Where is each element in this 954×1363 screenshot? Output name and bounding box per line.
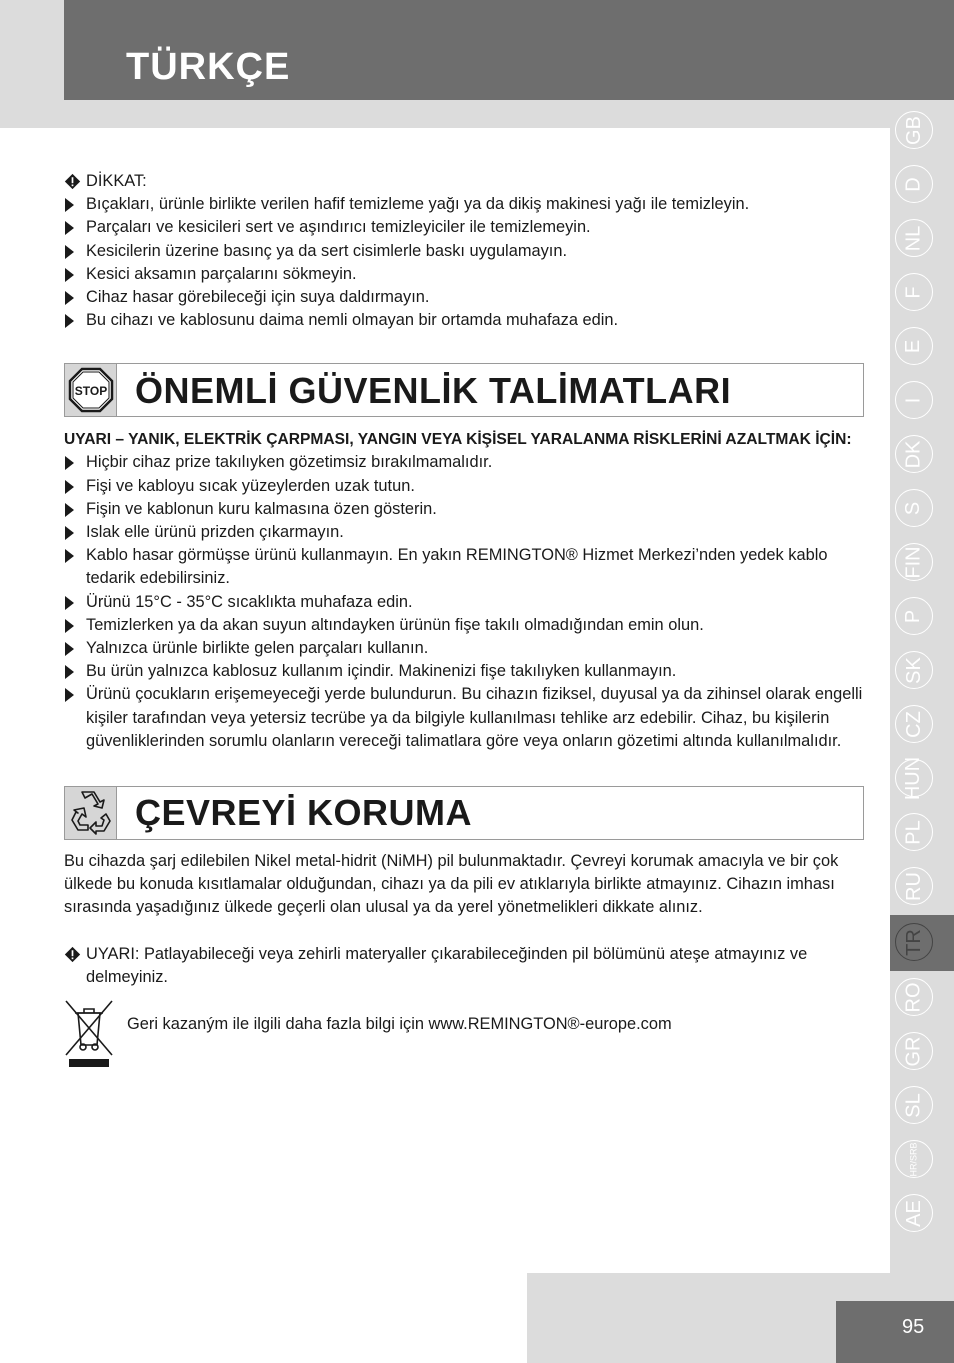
stop-icon-box bbox=[65, 364, 117, 416]
language-tab-label: I bbox=[902, 397, 925, 403]
language-tab-d[interactable] bbox=[895, 165, 933, 203]
battery-warning-text: UYARI: Patlayabileceği veya zehirli materyaller çıkarabileceğinden pil bölümünü ateşe atmayınız ve delmeyiniz. bbox=[86, 944, 808, 986]
language-tab-label: GB bbox=[902, 115, 925, 145]
environment-title: ÇEVREYİ KORUMA bbox=[135, 792, 473, 834]
caution-block bbox=[64, 170, 864, 332]
language-tab-sk[interactable] bbox=[895, 651, 933, 689]
safety-title: ÖNEMLİ GÜVENLİK TALİMATLARI bbox=[135, 369, 732, 411]
language-tab-label: F bbox=[902, 285, 925, 299]
caution-list bbox=[64, 193, 864, 332]
safety-list bbox=[64, 451, 864, 753]
list-item: Islak elle ürünü prizden çıkarmayın. bbox=[64, 521, 864, 544]
language-tab-ru[interactable] bbox=[895, 867, 933, 905]
list-item: Fişin ve kablonun kuru kalmasına özen gösterin. bbox=[64, 498, 864, 521]
bullet-arrow-icon bbox=[65, 526, 74, 540]
bullet-arrow-icon bbox=[65, 503, 74, 517]
language-tab-ro[interactable] bbox=[895, 978, 933, 1016]
bullet-arrow-icon bbox=[65, 665, 74, 679]
language-tab-pl[interactable] bbox=[895, 813, 933, 851]
svg-text:STOP: STOP bbox=[74, 384, 107, 399]
language-tab-s[interactable] bbox=[895, 489, 933, 527]
language-tab-fin[interactable] bbox=[895, 543, 933, 581]
bullet-arrow-icon bbox=[65, 268, 74, 282]
language-tab-label: GR bbox=[902, 1036, 925, 1066]
list-item: Bıçakları, ürünle birlikte verilen hafif temizleme yağı ya da dikiş makinesi yağı ile temizleyin. bbox=[64, 193, 864, 216]
list-item: Hiçbir cihaz prize takılıyken gözetimsiz bırakılmamalıdır. bbox=[64, 451, 864, 474]
recycle-icon-box bbox=[65, 787, 117, 839]
list-item: Temizlerken ya da akan suyun altındayken ürünün fişe takılı olmadığından emin olun. bbox=[64, 614, 864, 637]
language-tab-hr-srb[interactable] bbox=[895, 1140, 933, 1178]
list-item: Yalnızca ürünle birlikte gelen parçaları kullanın. bbox=[64, 637, 864, 660]
environment-section-header bbox=[64, 786, 864, 840]
recycle-info-text: Geri kazaným ile ilgili daha fazla bilgi için www.REMINGTON®-europe.com bbox=[127, 1015, 672, 1034]
list-item: Bu cihazı ve kablosunu daima nemli olmayan bir ortamda muhafaza edin. bbox=[64, 309, 864, 332]
language-tab-i[interactable] bbox=[895, 381, 933, 419]
page-title: TÜRKÇE bbox=[126, 46, 291, 88]
list-item: Ürünü çocukların erişemeyeceği yerde bulundurun. Bu cihazın fiziksel, duyusal ya da zihinsel olarak engelli kişiler tarafından veya yetersiz tecrübe ya da bilgiyle kullanılması tehlike arz edebilir. Cihaz, bu kişilerin güvenliklerinden sorumlu olanların vereceği talimatlara göre veya onların gözetimi altında kullanılmalıdır. bbox=[64, 683, 864, 753]
warning-icon bbox=[64, 946, 81, 963]
language-tab-label: SL bbox=[902, 1092, 925, 1118]
language-tab-label: E bbox=[902, 339, 925, 353]
language-tab-p[interactable] bbox=[895, 597, 933, 635]
safety-section-header bbox=[64, 363, 864, 417]
language-tab-label: CZ bbox=[902, 710, 925, 738]
language-tab-label: PL bbox=[902, 819, 925, 845]
language-tab-label: DK bbox=[902, 440, 925, 468]
list-item: Bu ürün yalnızca kablosuz kullanım içindir. Makinenizi fişe takılıyken kullanmayın. bbox=[64, 660, 864, 683]
main-content bbox=[64, 170, 864, 1071]
list-item: Kablo hasar görmüşse ürünü kullanmayın. En yakın REMINGTON® Hizmet Merkezi’nden yedek kablo tedarik edebilirsiniz. bbox=[64, 544, 864, 590]
recycle-info-row bbox=[64, 999, 864, 1071]
language-tab-label: HR/SRB bbox=[908, 1141, 919, 1177]
bullet-arrow-icon bbox=[65, 245, 74, 259]
language-tab-label: S bbox=[902, 501, 925, 515]
language-tab-gr[interactable] bbox=[895, 1032, 933, 1070]
language-tab-e[interactable] bbox=[895, 327, 933, 365]
bullet-arrow-icon bbox=[65, 642, 74, 656]
language-tab-label: HUN bbox=[902, 756, 925, 800]
list-item: Cihaz hasar görebileceği için suya daldırmayın. bbox=[64, 286, 864, 309]
bullet-arrow-icon bbox=[65, 291, 74, 305]
list-item: Fişi ve kabloyu sıcak yüzeylerden uzak tutun. bbox=[64, 475, 864, 498]
bullet-arrow-icon bbox=[65, 549, 74, 563]
language-tab-nl[interactable] bbox=[895, 219, 933, 257]
language-tab-label: RU bbox=[902, 871, 925, 901]
bullet-arrow-icon bbox=[65, 688, 74, 702]
stop-icon bbox=[68, 367, 114, 413]
language-tab-ae[interactable] bbox=[895, 1194, 933, 1232]
warning-icon bbox=[64, 173, 81, 190]
language-tab-cz[interactable] bbox=[895, 705, 933, 743]
bullet-arrow-icon bbox=[65, 221, 74, 235]
safety-warning: UYARI – YANIK, ELEKTRİK ÇARPMASI, YANGIN VEYA KİŞİSEL YARALANMA RİSKLERİNİ AZALTMAK İÇİN: bbox=[64, 431, 852, 449]
language-tab-label: NL bbox=[902, 225, 925, 251]
bullet-arrow-icon bbox=[65, 596, 74, 610]
language-tab-sl[interactable] bbox=[895, 1086, 933, 1124]
language-tab-label: AE bbox=[902, 1199, 925, 1227]
bullet-arrow-icon bbox=[65, 456, 74, 470]
recycle-icon bbox=[68, 790, 114, 836]
bullet-arrow-icon bbox=[65, 619, 74, 633]
environment-paragraph: Bu cihazda şarj edilebilen Nikel metal-hidrit (NiMH) pil bulunmaktadır. Çevreyi korumak amacıyla ve bir çok ülkede bu konuda kısıtlamalar olduğundan, cihazı ya da pili ev atıklarıyla birlikte atmayınız. Cihazın imhası sırasında yaşadığınız ülkede geçerli olan ulusal ya da yerel yönetmelikleri dikkate alınız. bbox=[64, 852, 839, 917]
bullet-arrow-icon bbox=[65, 198, 74, 212]
language-tab-label: D bbox=[902, 176, 925, 192]
language-tab-dk[interactable] bbox=[895, 435, 933, 473]
language-tab-hun[interactable] bbox=[895, 756, 933, 800]
list-item: Ürünü 15°C - 35°C sıcaklıkta muhafaza edin. bbox=[64, 591, 864, 614]
language-tab-label: RO bbox=[902, 982, 925, 1012]
language-tab-label: TR bbox=[902, 928, 925, 956]
bullet-arrow-icon bbox=[65, 314, 74, 328]
caution-heading: DİKKAT: bbox=[86, 172, 147, 190]
battery-warning bbox=[64, 943, 864, 989]
list-item: Kesici aksamın parçalarını sökmeyin. bbox=[64, 263, 864, 286]
language-tab-f[interactable] bbox=[895, 273, 933, 311]
list-item: Kesicilerin üzerine basınç ya da sert cisimlerle baskı uygulamayın. bbox=[64, 240, 864, 263]
language-tab-tr[interactable] bbox=[895, 923, 933, 961]
language-tab-label: FIN bbox=[902, 545, 925, 579]
bullet-arrow-icon bbox=[65, 480, 74, 494]
crossed-bin-icon bbox=[64, 999, 114, 1071]
list-item: Parçaları ve kesicileri sert ve aşındırıcı temizleyiciler ile temizlemeyin. bbox=[64, 216, 864, 239]
language-tab-label: SK bbox=[902, 656, 925, 684]
language-tab-label: P bbox=[902, 609, 925, 623]
language-tab-gb[interactable] bbox=[895, 111, 933, 149]
page-number: 95 bbox=[902, 1316, 925, 1338]
